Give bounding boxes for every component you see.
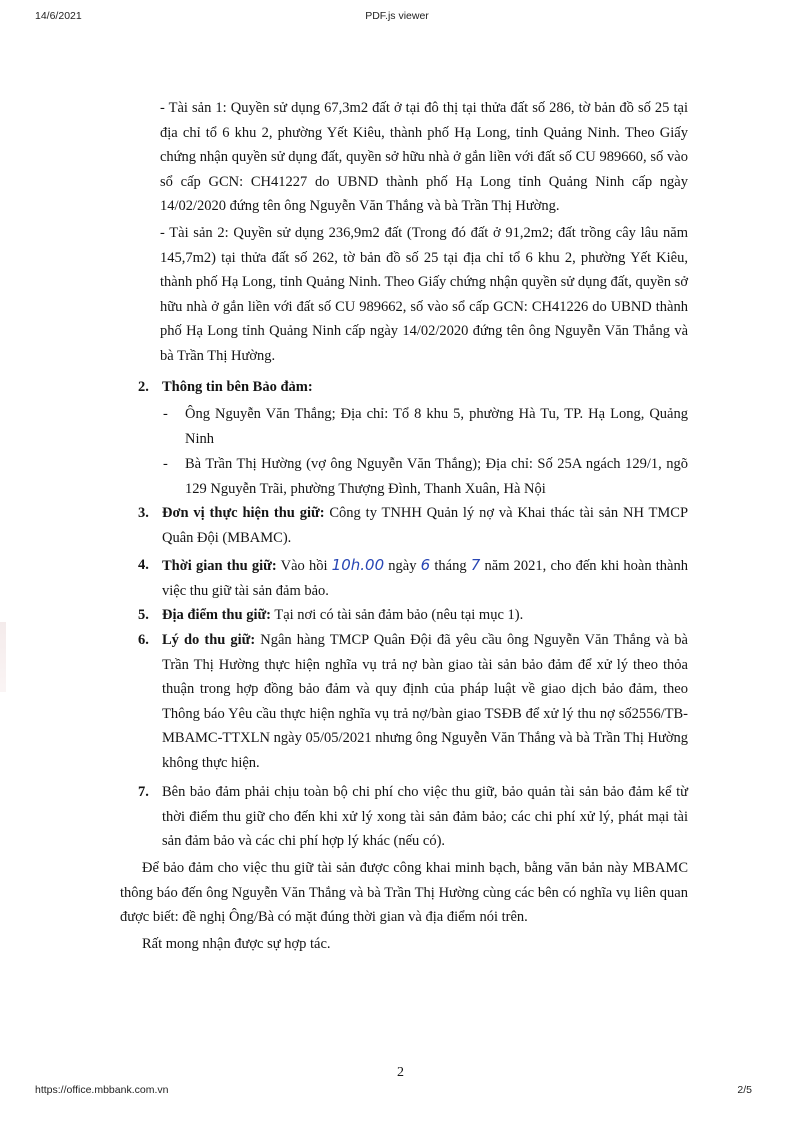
bullet-dash: - (163, 406, 168, 422)
bullet-dash: - (163, 456, 168, 472)
page-number: 2 (397, 1065, 404, 1080)
handwritten-day: 6 (420, 556, 431, 574)
item-5-text: Địa điểm thu giữ: Tại nơi có tài sản đảm bảo (nêu tại mục 1). (162, 607, 524, 623)
item-6-text: Lý do thu giữ: Ngân hàng TMCP Quân Đội đã yêu cầu ông Nguyễn Văn Thắng và bà Trần Thị Hường thực hiện nghĩa vụ trả nợ bàn giao tài sản bảo đảm để xử lý theo thỏa thuận trong hợp đồng bảo đảm và quy định của pháp luật về giao dịch bảo đảm, theo Thông báo Yêu cầu thực hiện nghĩa vụ trả nợ/bàn giao TSĐB để xử lý thu nợ số2556/TB-MBAMC-TTXLN ngày 05/05/2021 nhưng ông Nguyễn Văn Thắng và bà Trần Thị Hường không thực hiện. (162, 632, 688, 771)
item-7-text: Bên bảo đảm phải chịu toàn bộ chi phí cho việc thu giữ, bảo quản tài sản bảo đảm kể từ thời điểm thu giữ cho đến khi xử lý xong tài sản đảm bảo; các chi phí xử lý, phát mại tài sản đảm bảo và các chi phí hợp lý khác (nếu có). (162, 784, 688, 849)
item-2-label: Thông tin bên Bảo đảm: (162, 379, 313, 395)
party-2: Bà Trần Thị Hường (vợ ông Nguyễn Văn Thắng); Địa chỉ: Số 25A ngách 129/1, ngõ 129 Nguyễn Trãi, phường Thượng Đình, Thanh Xuân, Hà Nội (185, 456, 688, 497)
item-2-number: 2. (138, 379, 149, 395)
asset-2-paragraph: - Tài sản 2: Quyền sử dụng 236,9m2 đất (Trong đó đất ở 91,2m2; đất trồng cây lâu năm 145,7m2) tại thửa đất số 262, tờ bản đồ số 25 tại địa chỉ tổ 6 khu 2, phường Yết Kiêu, thành phố Hạ Long, tỉnh Quảng Ninh. Theo Giấy chứng nhận quyền sử dụng đất, quyền sở hữu nhà ở gắn liền với đất số CU 989662, số vào sổ cấp GCN: CH41226 do UBND thành phố Hạ Long tỉnh Quảng Ninh cấp ngày 14/02/2020 đứng tên ông Nguyễn Văn Thắng và bà Trần Thị Hường. (160, 225, 689, 364)
item-7-number: 7. (138, 784, 149, 800)
scanned-page (0, 62, 794, 1080)
handwritten-hour: 10h.00 (331, 556, 385, 574)
thanks-line: Rất mong nhận được sự hợp tác. (142, 936, 331, 952)
handwritten-month: 7 (470, 556, 481, 574)
stamp-edge-mark (0, 622, 6, 692)
viewer-title: PDF.js viewer (365, 10, 429, 22)
asset-1-paragraph: - Tài sản 1: Quyền sử dụng 67,3m2 đất ở tại đô thị tại thửa đất số 286, tờ bản đồ số 25 tại địa chỉ tổ 6 khu 2, phường Yết Kiêu, thành phố Hạ Long, tỉnh Quảng Ninh. Theo Giấy chứng nhận quyền sử dụng đất, quyền sở hữu nhà ở gắn liền với đất số CU 989660, số vào sổ cấp GCN: CH41227 do UBND thành phố Hạ Long tỉnh Quảng Ninh cấp ngày 14/02/2020 đứng tên ông Nguyễn Văn Thắng và bà Trần Thị Hường. (160, 100, 689, 214)
party-1: Ông Nguyễn Văn Thắng; Địa chỉ: Tổ 8 khu 5, phường Hà Tu, TP. Hạ Long, Quảng Ninh (185, 406, 688, 447)
item-5-number: 5. (138, 607, 149, 623)
print-date: 14/6/2021 (35, 10, 82, 22)
closing-paragraph: Để bảo đảm cho việc thu giữ tài sản được công khai minh bạch, bằng văn bản này MBAMC thông báo đến ông Nguyễn Văn Thắng và bà Trần Thị Hường cùng các bên có nghĩa vụ liên quan được biết: đề nghị Ông/Bà có mặt đúng thời gian và địa điểm nói trên. (120, 860, 688, 925)
footer-url: https://office.mbbank.com.vn (35, 1084, 169, 1096)
item-4-number: 4. (138, 557, 149, 573)
item-6-number: 6. (138, 632, 149, 648)
footer-page-counter: 2/5 (737, 1084, 752, 1096)
item-4-text: Thời gian thu giữ: Vào hồi 10h.00 ngày 6 tháng 7 năm 2021, cho đến khi hoàn thành việc thu giữ tài sản đảm bảo. (162, 556, 688, 599)
item-3-text: Đơn vị thực hiện thu giữ: Công ty TNHH Quản lý nợ và Khai thác tài sản NH TMCP Quân Đội (MBAMC). (162, 505, 689, 546)
item-3-number: 3. (138, 505, 149, 521)
